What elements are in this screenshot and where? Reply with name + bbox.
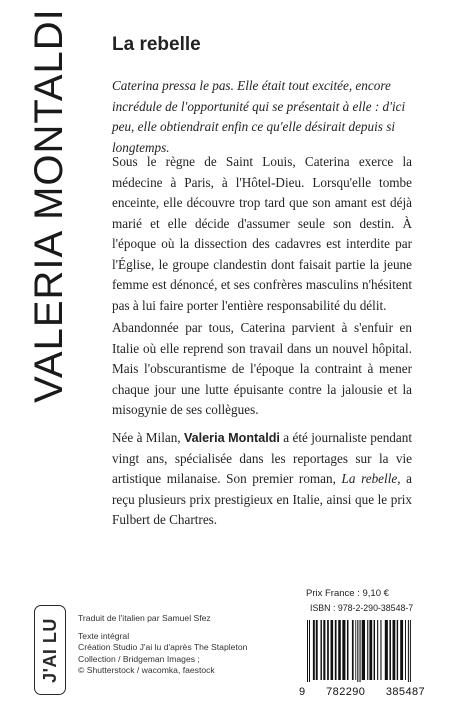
price-label: Prix France : 9,10 €: [306, 588, 389, 599]
credit-line: Création Studio J'ai lu d'après The Stapleton: [78, 642, 248, 652]
barcode-bar: [380, 620, 381, 680]
barcode: [299, 620, 425, 698]
barcode-bar: [397, 620, 398, 680]
credit-line: Texte intégral: [78, 630, 130, 641]
barcode-bar: [374, 620, 375, 680]
barcode-bar: [347, 620, 349, 680]
barcode-bars: [307, 620, 419, 682]
credit-line: © Shutterstock / wacomka, faestock: [78, 665, 215, 675]
bio-middle: a été journaliste pendant vingt ans, spécialisée dans les reportages sur la vie artistique milanaise. Son premier roman,: [112, 430, 412, 486]
translator-credit: Traduit de l'italien par Samuel Sfez: [78, 613, 211, 623]
barcode-bar: [313, 620, 315, 680]
synopsis-paragraph-1: Sous le règne de Saint Louis, Caterina exerce la médecine à Paris, à l'Hôtel-Dieu. Lorsqu'elle tombe enceinte, elle découvre trop tard que son amant est déjà marié et elle décide d'assumer seule son destin. À l'époque où la dissection des cadavres est interdite par l'Église, le groupe clandestin dont faisait partie la jeune femme est dénoncé, et ses confrères masculins n'hésitent pas à lui faire porter l'entière responsabilité du délit.: [112, 154, 412, 313]
barcode-bar: [342, 620, 345, 680]
barcode-bar: [367, 620, 368, 680]
barcode-bar: [385, 620, 388, 680]
barcode-bar: [393, 620, 396, 680]
barcode-bar: [352, 620, 354, 680]
book-title: La rebelle: [112, 34, 201, 55]
barcode-bar: [323, 620, 325, 680]
barcode-bar: [369, 620, 372, 680]
barcode-bar: [316, 620, 318, 680]
barcode-digit-group-2: 385487: [385, 686, 425, 698]
spine-author-name: [23, 7, 75, 403]
barcode-bar: [360, 620, 361, 682]
publisher-logo-text: J'AI LU: [39, 617, 60, 683]
bio-author-name: Valeria Montaldi: [183, 431, 280, 445]
barcode-bar: [327, 620, 329, 680]
barcode-bar: [362, 620, 365, 680]
publisher-logo: [34, 605, 66, 695]
barcode-bar: [405, 620, 406, 680]
barcode-bar: [307, 620, 308, 682]
bio-novel-title: La rebelle: [341, 471, 398, 486]
barcode-bar: [309, 620, 310, 682]
barcode-bar: [338, 620, 341, 680]
bio-prefix: Née à Milan,: [112, 430, 184, 445]
barcode-digit-group-1: 782290: [326, 686, 366, 698]
barcode-bar: [408, 620, 409, 682]
credits-block: [78, 613, 278, 677]
isbn-label: ISBN : 978-2-290-38548-7: [310, 603, 414, 613]
barcode-bar: [355, 620, 356, 680]
barcode-bar: [410, 620, 411, 682]
synopsis-paragraph-2: Abandonnée par tous, Caterina parvient à s'enfuir en Italie où elle reprend son travail dans un nouvel hôpital. Mais l'obscurantisme de l'époque la contraint à mener chaque jour une lutte épuisante contre la jalousie et la misogynie de ses collègues.: [112, 320, 412, 417]
barcode-bar: [377, 620, 378, 680]
excerpt-paragraph: Caterina pressa le pas. Elle était tout excitée, encore incrédule de l'opportunité qui se présentait à elle : d'ici peu, elle obtiendrait enfin ce qu'elle désirait depuis si longtemps.: [112, 78, 406, 155]
barcode-bar: [357, 620, 358, 682]
barcode-lead-digit: 9: [299, 686, 306, 698]
barcode-bar: [321, 620, 322, 680]
barcode-bar: [389, 620, 391, 680]
barcode-bar: [400, 620, 403, 680]
author-bio: [112, 428, 412, 531]
barcode-bar: [331, 620, 334, 680]
bio-suffix: , a reçu plusieurs prix prestigieux en Italie, ainsi que le prix Fulbert de Chartres.: [112, 471, 413, 527]
barcode-digits: [299, 686, 425, 698]
credit-line: Collection / Bridgeman Images ;: [78, 653, 200, 664]
author-vertical-text: VALERIA MONTALDI: [26, 7, 71, 403]
barcode-bar: [335, 620, 337, 680]
